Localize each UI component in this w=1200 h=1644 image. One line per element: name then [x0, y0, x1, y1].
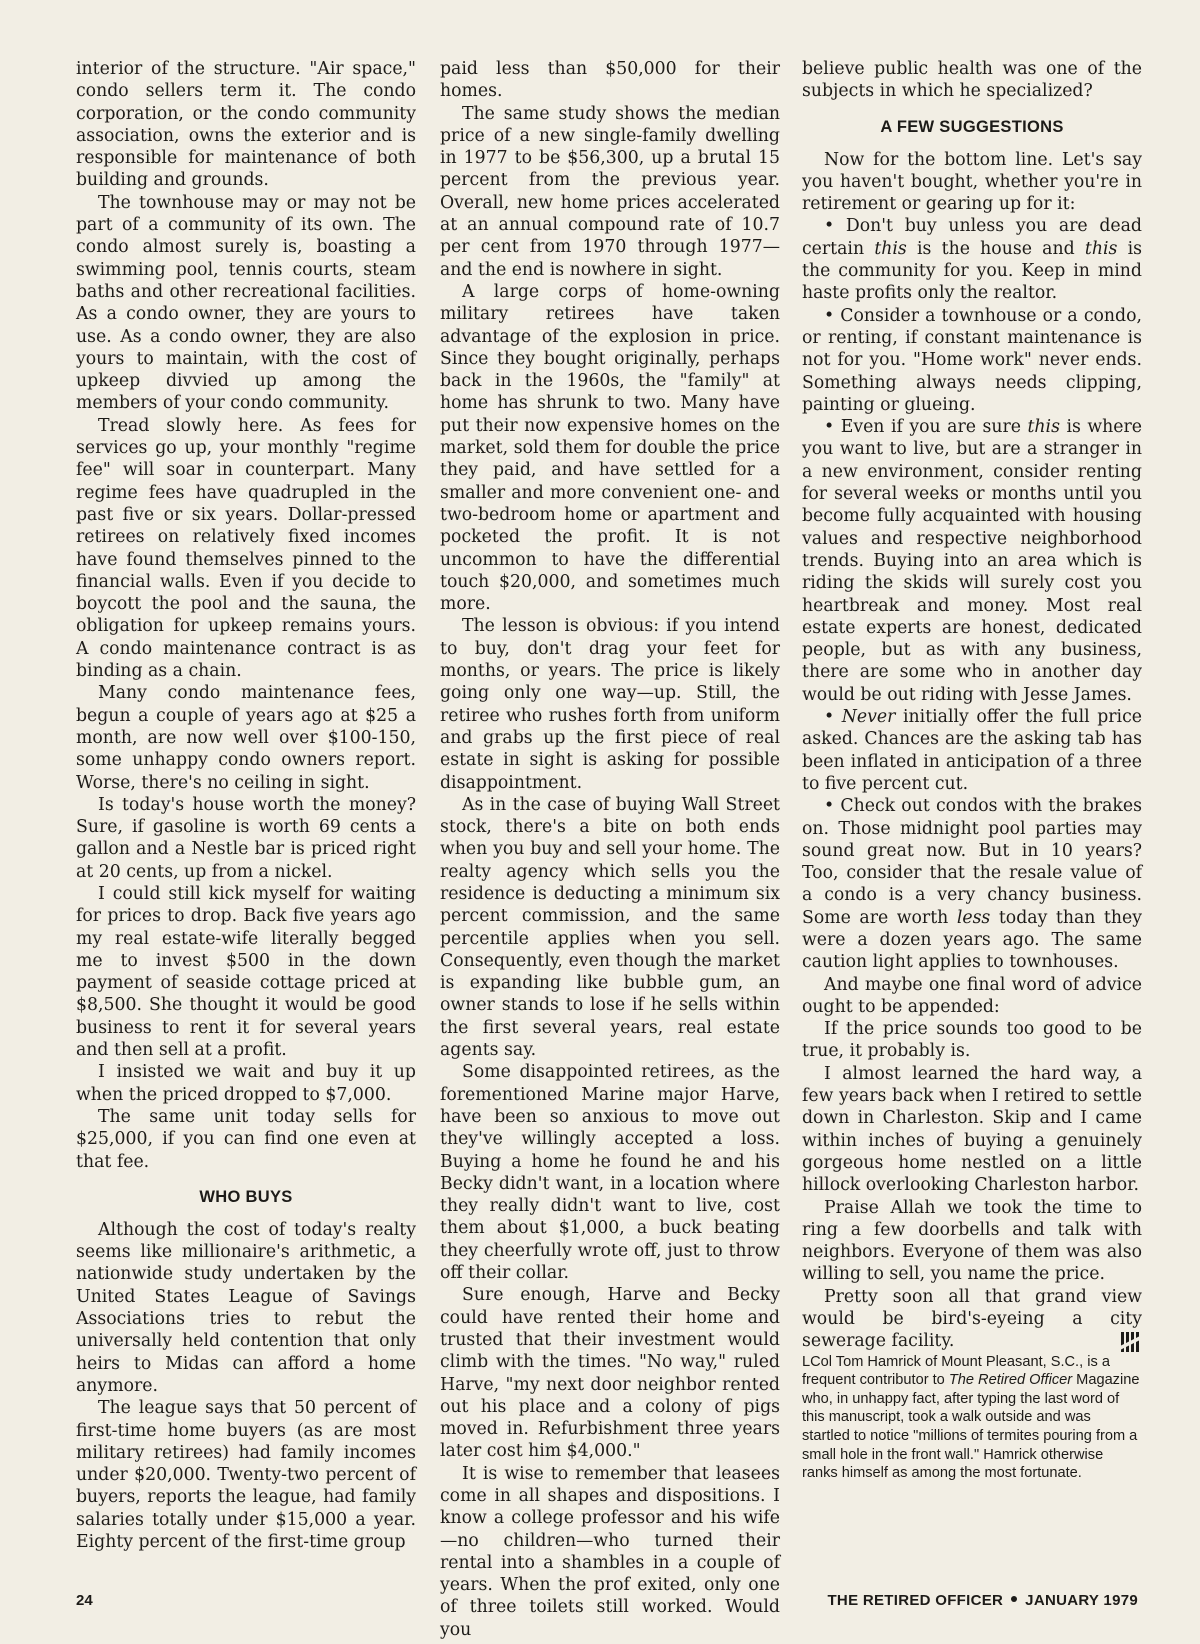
paragraph: The league says that 50 percent of first-time home buyers (as are most military retirees) had family incomes under $20,000. Twenty-two percent of buyers, reports the league, had family salaries totally under $15,000 a year. Eighty percent of the first-time group	[76, 1398, 416, 1552]
paragraph: And maybe one final word of advice ought to be appended:	[802, 974, 1142, 1017]
paragraph: Although the cost of today's realty seems like millionaire's arithmetic, a nationwide study undertaken by the United States League of Savings Associations tries to rebut the universally held contention that only heirs to Midas can afford a home anymore.	[76, 1219, 416, 1396]
bullet-dot-icon: •	[824, 707, 842, 728]
suggestion-item: • Never initially offer the full price asked. Chances are the asking tab has been inflated in anticipation of a three to five percent cut.	[802, 707, 1142, 794]
suggestion-item: • Consider a townhouse or a condo, or renting, if constant maintenance is not for you. "Home work" never ends. Something always needs clipping, painting or glueing.	[802, 305, 1142, 415]
suggestion-item: • Even if you are sure this is where you want to live, but are a stranger in a new environment, consider renting for several weeks or months until you become fully acquainted with housing values and respective neighborhood trends. Buying into an area which is riding the skids will surely cost you heartbreak and money. Most real estate experts are honest, dedicated people, but as with any business, there are some who in another day would be out riding with Jesse James.	[802, 417, 1142, 705]
bullet-dot-icon: •	[824, 305, 841, 326]
section-heading-a-few-suggestions: A FEW SUGGESTIONS	[880, 117, 1064, 136]
author-bio: LCol Tom Hamrick of Mount Pleasant, S.C., is a frequent contributor to The Retired Officer Magazine who, in unhappy fact, after typing the last word of this manuscript, took a walk outside and was startled to notice "millions of termites pouring from a small hole in the front wall." Hamrick otherwise ranks himself as among the most fortunate.	[802, 1353, 1140, 1482]
paragraph: believe public health was one of the subjects in which he specialized?	[802, 59, 1142, 102]
paragraph: I could still kick myself for waiting for prices to drop. Back five years ago my real estate-wife literally begged me to invest $500 in the down payment of seaside cottage priced at $8,500. She thought it would be good business to rent it for several years and then sell at a profit.	[76, 883, 416, 1061]
magazine-end-mark-icon	[1118, 1330, 1142, 1354]
suggestion-item: • Don't buy unless you are dead certain this is the house and this is the community for you. Keep in mind haste profits only the realtor.	[802, 216, 1142, 304]
publication-name: THE RETIRED OFFICER	[827, 1592, 1004, 1609]
column-2	[440, 58, 780, 1641]
paragraph: I almost learned the hard way, a few years back when I retired to settle down in Charleston. Skip and I came within inches of buying a genuinely gorgeous home nestled on a little hillock overlooking Charleston harbor.	[802, 1063, 1142, 1196]
page-number: 24	[76, 1592, 93, 1609]
paragraph: I insisted we wait and buy it up when the priced dropped to $7,000.	[76, 1062, 416, 1105]
paragraph: The townhouse may or may not be part of a community of its own. The condo almost surely is, boasting a swimming pool, tennis courts, steam baths and other recreational facilities. As a condo owner, they are yours to use. As a condo owner, they are also yours to maintain, with the cost of upkeep divvied up among the members of your condo community.	[76, 192, 416, 414]
paragraph: Is today's house worth the money? Sure, if gasoline is worth 69 cents a gallon and a Nestle bar is priced right at 20 cents, up from a nickel.	[76, 794, 416, 882]
paragraph: The same study shows the median price of a new single-family dwelling in 1977 to be $56,300, up a brutal 15 percent from the previous year. Overall, new home prices accelerated at an annual compound rate of 10.7 per cent from 1970 through 1977—and the end is nowhere in sight.	[440, 103, 780, 280]
publication-masthead	[827, 1592, 1138, 1609]
paragraph: Many condo maintenance fees, begun a couple of years ago at $25 a month, are now well over $100-150, some unhappy condo owners report. Worse, there's no ceiling in sight.	[76, 683, 416, 793]
paragraph: It is wise to remember that leasees come in all shapes and dispositions. I know a college professor and his wife—no children—who turned their rental into a shambles in a couple of years. When the prof exited, only one of three toilets still worked. Would you	[440, 1463, 780, 1640]
paragraph: interior of the structure. "Air space," condo sellers term it. The condo corporation, or the condo community association, owns the exterior and is responsible for maintenance of both building and grounds.	[76, 59, 416, 191]
paragraph: A large corps of home-owning military retirees have taken advantage of the explosion in price. Since they bought originally, perhaps back in the 1960s, the "family" at home has shrunk to two. Many have put their now expensive homes on the market, sold them for double the price they paid, and have settled for a smaller and more convenient one- and two-bedroom home or apartment and pocketed the profit. It is not uncommon to have the differential touch $20,000, and sometimes much more.	[440, 281, 780, 615]
paragraph: Pretty soon all that grand view would be bird's-eyeing a city sewerage facility.	[802, 1286, 1142, 1353]
issue-date: JANUARY 1979	[1025, 1592, 1138, 1609]
paragraph: Tread slowly here. As fees for services go up, your monthly "regime fee" will soar in counterpart. Many regime fees have quadrupled in the past five or six years. Dollar-pressed retirees on relatively fixed incomes have found themselves pinned to the financial walls. Even if you decide to boycott the pool and the sauna, the obligation for upkeep remains yours. A condo maintenance contract is as binding as a chain.	[76, 415, 416, 682]
bullet-dot-icon	[1011, 1596, 1017, 1602]
paragraph: The lesson is obvious: if you intend to buy, don't drag your feet for months, or years. The price is likely going only one way—up. Still, the retiree who rushes forth from uniform and grabs up the first piece of real estate in sight is asking for possible disappointment.	[440, 616, 780, 793]
paragraph: Praise Allah we took the time to ring a few doorbells and talk with neighbors. Everyone of them was also willing to sell, you name the price.	[802, 1197, 1142, 1285]
section-heading-who-buys: WHO BUYS	[199, 1187, 293, 1206]
bullet-dot-icon: •	[824, 216, 846, 237]
paragraph: Some disappointed retirees, as the forementioned Marine major Harve, have been so anxious to move out they've willingly accepted a loss. Buying a home he found he and his Becky didn't want, in a location where they really didn't want to live, cost them about $1,000, a buck beating they cheerfully wrote off, just to throw off their collar.	[440, 1062, 780, 1284]
bullet-dot-icon: •	[824, 796, 841, 817]
paragraph: Now for the bottom line. Let's say you haven't bought, whether you're in retirement or gearing up for it:	[802, 149, 1142, 215]
paragraph: The same unit today sells for $25,000, if you can find one even at that fee.	[76, 1106, 416, 1172]
bullet-dot-icon: •	[824, 417, 841, 438]
paragraph: Sure enough, Harve and Becky could have rented their home and trusted that their investment would climb with the times. "No way," ruled Harve, "my next door neighbor rented out his place and a colony of pigs moved in. Refurbishment three years later cost him $4,000."	[440, 1285, 780, 1462]
paragraph: As in the case of buying Wall Street stock, there's a bite on both ends when you buy and sell your home. The realty agency which sells you the residence is deducting a minimum six percent commission, and the same percentile applies when you sell. Consequently, even though the market is expanding like bubble gum, an owner stands to lose if he sells within the first several years, real estate agents say.	[440, 794, 780, 1061]
column-1	[76, 58, 416, 1553]
paragraph: If the price sounds too good to be true, it probably is.	[802, 1019, 1142, 1062]
suggestion-item: • Check out condos with the brakes on. Those midnight pool parties may sound great now. But in 10 years? Too, consider that the resale value of a condo is a very chancy business. Some are worth less today than they were a dozen years ago. The same caution light applies to townhouses.	[802, 796, 1142, 973]
paragraph: paid less than $50,000 for their homes.	[440, 59, 780, 102]
column-3	[802, 58, 1142, 1483]
